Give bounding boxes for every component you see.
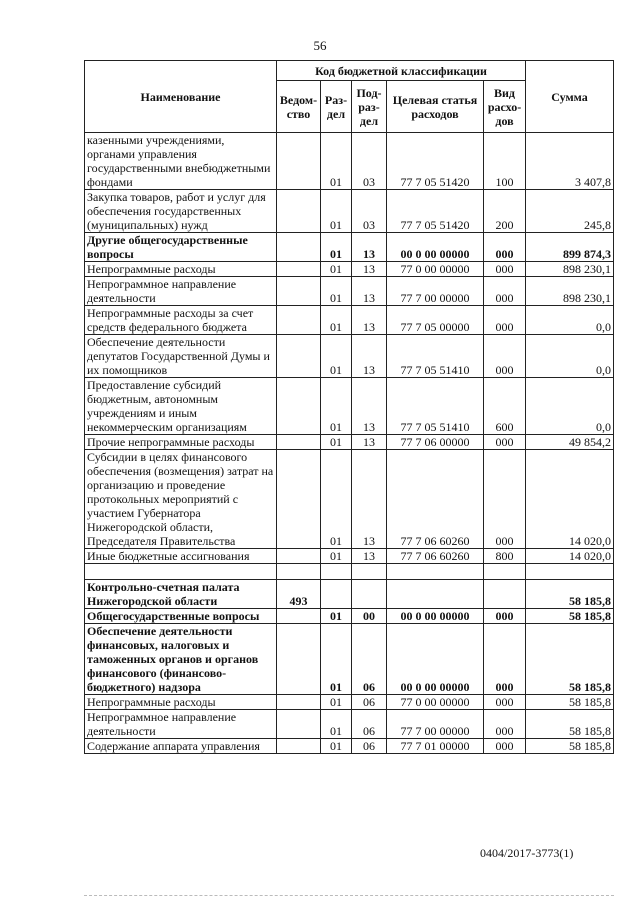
cell-kind: 000 (484, 335, 526, 378)
bottom-divider (84, 895, 614, 896)
table-row (85, 609, 614, 624)
table-row (85, 233, 614, 262)
table-row (85, 378, 614, 435)
cell-kind: 600 (484, 378, 526, 435)
header-target: Целевая статья расходов (387, 81, 484, 133)
table-row (85, 695, 614, 710)
cell-dept (277, 190, 321, 233)
cell-section (321, 564, 352, 580)
cell-section: 01 (321, 435, 352, 450)
cell-section: 01 (321, 450, 352, 549)
cell-name: Другие общегосударственные вопросы (85, 233, 277, 262)
document-code: 0404/2017-3773(1) (480, 846, 574, 860)
cell-kind (484, 564, 526, 580)
table-row (85, 306, 614, 335)
cell-kind: 000 (484, 306, 526, 335)
header-section: Раз-дел (321, 81, 352, 133)
cell-name: Прочие непрограммные расходы (85, 435, 277, 450)
cell-kind (484, 580, 526, 609)
cell-target: 77 7 06 60260 (387, 549, 484, 564)
cell-kind: 000 (484, 695, 526, 710)
cell-subsection: 03 (352, 133, 387, 190)
cell-kind: 000 (484, 277, 526, 306)
cell-kind: 800 (484, 549, 526, 564)
cell-name: Непрограммные расходы (85, 262, 277, 277)
cell-sum: 14 020,0 (526, 450, 614, 549)
cell-section: 01 (321, 233, 352, 262)
cell-name: Непрограммные расходы (85, 695, 277, 710)
cell-dept (277, 378, 321, 435)
cell-target: 77 7 01 00000 (387, 739, 484, 754)
cell-section: 01 (321, 190, 352, 233)
cell-target: 77 0 00 00000 (387, 262, 484, 277)
cell-section: 01 (321, 695, 352, 710)
cell-target: 77 7 06 60260 (387, 450, 484, 549)
cell-subsection: 13 (352, 450, 387, 549)
cell-name: Обеспечение деятельности финансовых, налоговых и таможенных органов и органов финансового (финансово-бюджетного) надзора (85, 624, 277, 695)
cell-subsection: 13 (352, 277, 387, 306)
header-dept: Ведом-ство (277, 81, 321, 133)
cell-sum: 899 874,3 (526, 233, 614, 262)
cell-target: 77 7 00 00000 (387, 710, 484, 739)
cell-dept (277, 739, 321, 754)
cell-sum: 58 185,8 (526, 695, 614, 710)
cell-section: 01 (321, 549, 352, 564)
cell-sum: 898 230,1 (526, 277, 614, 306)
cell-dept (277, 564, 321, 580)
cell-sum: 49 854,2 (526, 435, 614, 450)
header-row-1 (85, 61, 614, 81)
cell-section: 01 (321, 133, 352, 190)
cell-dept (277, 435, 321, 450)
cell-sum: 898 230,1 (526, 262, 614, 277)
cell-sum: 14 020,0 (526, 549, 614, 564)
cell-target: 77 7 05 51420 (387, 190, 484, 233)
cell-section: 01 (321, 306, 352, 335)
header-name: Наименование (85, 61, 277, 133)
cell-dept (277, 262, 321, 277)
cell-name: Непрограммное направление деятельности (85, 710, 277, 739)
cell-subsection: 13 (352, 335, 387, 378)
cell-subsection (352, 564, 387, 580)
cell-dept (277, 335, 321, 378)
cell-section: 01 (321, 710, 352, 739)
cell-subsection: 13 (352, 306, 387, 335)
cell-kind: 000 (484, 739, 526, 754)
cell-name: Непрограммное направление деятельности (85, 277, 277, 306)
cell-kind: 000 (484, 624, 526, 695)
cell-name: Закупка товаров, работ и услуг для обеспечения государственных (муниципальных) нужд (85, 190, 277, 233)
cell-kind: 000 (484, 710, 526, 739)
cell-dept (277, 133, 321, 190)
cell-sum: 58 185,8 (526, 710, 614, 739)
cell-name (85, 564, 277, 580)
cell-subsection: 06 (352, 739, 387, 754)
cell-name: Субсидии в целях финансового обеспечения (возмещения) затрат на организацию и проведение протокольных мероприятий с участием Губернатора Нижегородской области, Председателя Правительства (85, 450, 277, 549)
table-row (85, 739, 614, 754)
cell-name: Общегосударственные вопросы (85, 609, 277, 624)
table-row (85, 624, 614, 695)
cell-subsection (352, 580, 387, 609)
cell-name: Непрограммные расходы за счет средств федерального бюджета (85, 306, 277, 335)
cell-sum: 58 185,8 (526, 580, 614, 609)
cell-sum: 58 185,8 (526, 739, 614, 754)
cell-sum: 0,0 (526, 378, 614, 435)
cell-target: 77 7 05 00000 (387, 306, 484, 335)
cell-sum: 245,8 (526, 190, 614, 233)
cell-name: Контрольно-счетная палата Нижегородской области (85, 580, 277, 609)
cell-subsection: 13 (352, 233, 387, 262)
cell-target: 77 0 00 00000 (387, 695, 484, 710)
cell-target (387, 580, 484, 609)
cell-target: 00 0 00 00000 (387, 233, 484, 262)
cell-name: Предоставление субсидий бюджетным, автономным учреждениям и иным некоммерческим организациям (85, 378, 277, 435)
table-row (85, 133, 614, 190)
cell-target (387, 564, 484, 580)
cell-sum: 0,0 (526, 335, 614, 378)
table-row (85, 564, 614, 580)
cell-kind: 200 (484, 190, 526, 233)
budget-table (84, 60, 614, 754)
cell-dept (277, 549, 321, 564)
cell-subsection: 13 (352, 378, 387, 435)
cell-sum: 0,0 (526, 306, 614, 335)
cell-section: 01 (321, 335, 352, 378)
cell-name: Иные бюджетные ассигнования (85, 549, 277, 564)
table-row (85, 262, 614, 277)
cell-dept (277, 306, 321, 335)
cell-dept (277, 277, 321, 306)
cell-target: 77 7 00 00000 (387, 277, 484, 306)
cell-target: 00 0 00 00000 (387, 609, 484, 624)
cell-sum (526, 564, 614, 580)
table-row (85, 450, 614, 549)
cell-subsection: 13 (352, 262, 387, 277)
cell-sum: 3 407,8 (526, 133, 614, 190)
cell-section (321, 580, 352, 609)
cell-subsection: 06 (352, 624, 387, 695)
cell-dept (277, 450, 321, 549)
cell-sum: 58 185,8 (526, 609, 614, 624)
cell-section: 01 (321, 277, 352, 306)
cell-subsection: 00 (352, 609, 387, 624)
page-number: 56 (313, 38, 327, 53)
header-subsection: Под-раз-дел (352, 81, 387, 133)
cell-kind: 000 (484, 435, 526, 450)
cell-subsection: 03 (352, 190, 387, 233)
cell-dept (277, 695, 321, 710)
cell-subsection: 06 (352, 695, 387, 710)
cell-dept (277, 233, 321, 262)
table-row (85, 435, 614, 450)
cell-kind: 100 (484, 133, 526, 190)
cell-target: 77 7 05 51410 (387, 335, 484, 378)
cell-subsection: 13 (352, 549, 387, 564)
table-row (85, 549, 614, 564)
cell-subsection: 06 (352, 710, 387, 739)
cell-section: 01 (321, 262, 352, 277)
cell-dept: 493 (277, 580, 321, 609)
cell-section: 01 (321, 624, 352, 695)
cell-section: 01 (321, 739, 352, 754)
table-row (85, 335, 614, 378)
cell-section: 01 (321, 378, 352, 435)
cell-target: 77 7 06 00000 (387, 435, 484, 450)
cell-dept (277, 609, 321, 624)
cell-name: Обеспечение деятельности депутатов Государственной Думы и их помощников (85, 335, 277, 378)
table-row (85, 710, 614, 739)
cell-target: 00 0 00 00000 (387, 624, 484, 695)
cell-kind: 000 (484, 609, 526, 624)
header-sum: Сумма (526, 61, 614, 133)
table-row (85, 277, 614, 306)
cell-dept (277, 624, 321, 695)
cell-section: 01 (321, 609, 352, 624)
cell-dept (277, 710, 321, 739)
cell-name: казенными учреждениями, органами управления государственными внебюджетными фондами (85, 133, 277, 190)
header-kind: Вид расхо-дов (484, 81, 526, 133)
cell-kind: 000 (484, 450, 526, 549)
header-classification-group: Код бюджетной классификации (277, 61, 526, 81)
table-body (85, 133, 614, 754)
cell-kind: 000 (484, 233, 526, 262)
table-row (85, 580, 614, 609)
cell-kind: 000 (484, 262, 526, 277)
table-row (85, 190, 614, 233)
cell-subsection: 13 (352, 435, 387, 450)
cell-target: 77 7 05 51410 (387, 378, 484, 435)
cell-sum: 58 185,8 (526, 624, 614, 695)
cell-name: Содержание аппарата управления (85, 739, 277, 754)
cell-target: 77 7 05 51420 (387, 133, 484, 190)
